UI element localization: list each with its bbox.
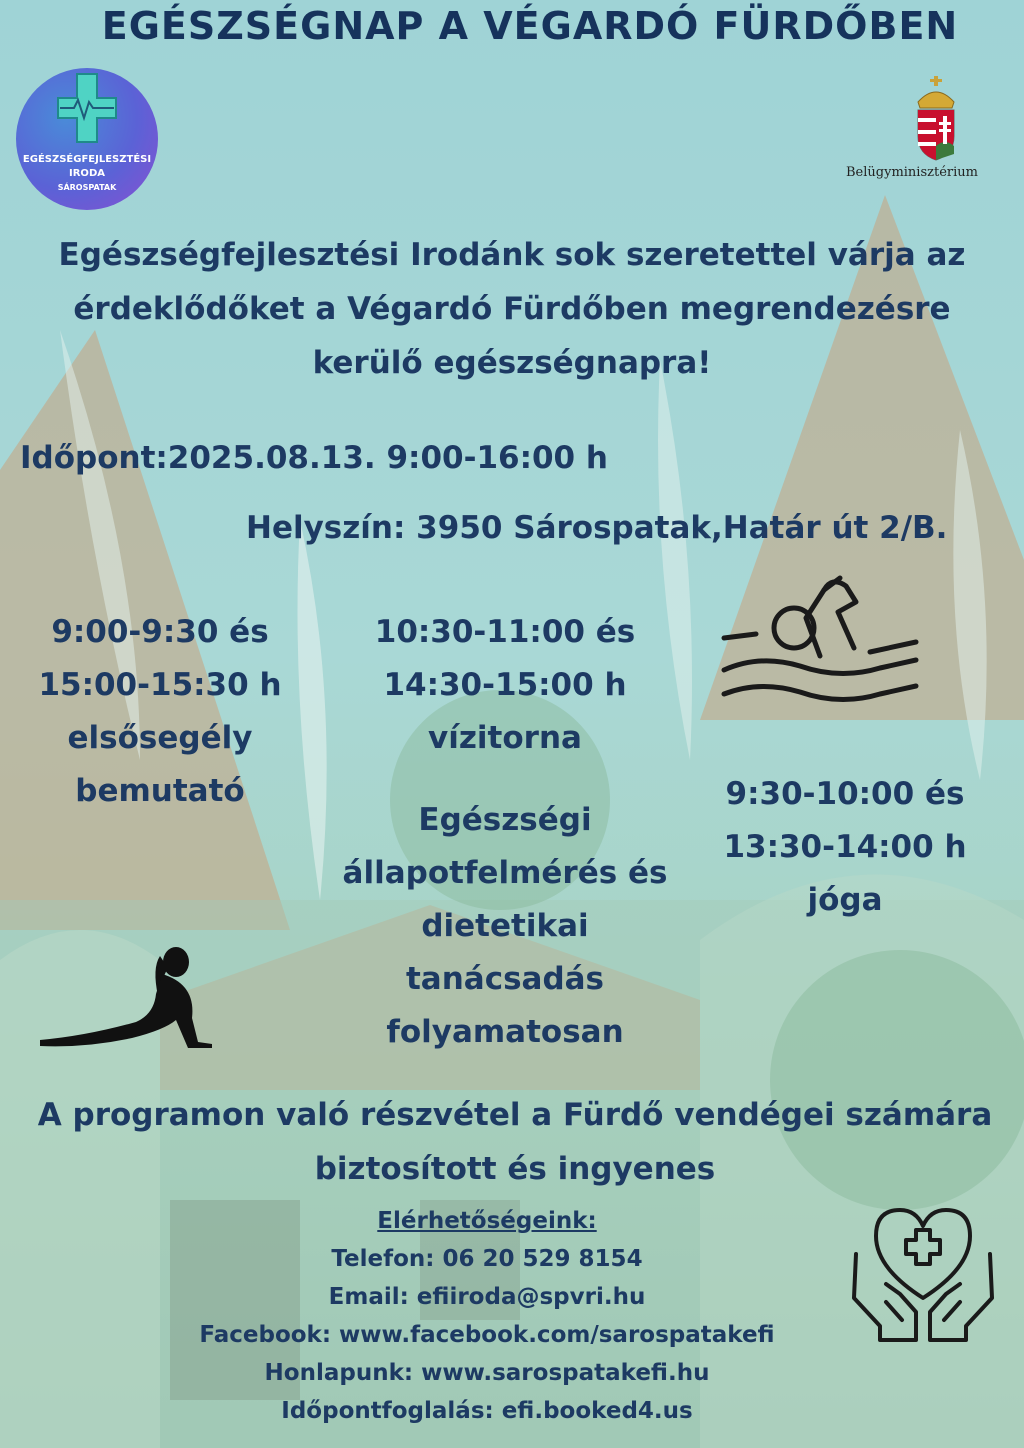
contact-facebook[interactable]: Facebook: www.facebook.com/sarospatakefi (199, 1322, 775, 1348)
program-title: folyamatosan (386, 1014, 624, 1050)
program-title: vízitorna (428, 720, 582, 756)
note-line: A programon való részvétel a Fürdő vendégei számára (37, 1097, 993, 1133)
note-line: biztosított és ingyenes (314, 1151, 716, 1187)
program-time: 10:30-11:00 és (374, 614, 636, 650)
health-office-logo (16, 68, 158, 210)
contact-booking[interactable]: Időpontfoglalás: efi.booked4.us (281, 1398, 693, 1424)
intro-line: kerülő egészségnapra! (312, 345, 712, 381)
heart-hands-icon (846, 1202, 1000, 1344)
program-first-aid (20, 606, 300, 818)
program-title: dietetikai (421, 908, 589, 944)
program-title: bemutató (75, 773, 245, 809)
yoga-pose-icon (36, 938, 220, 1054)
contacts-heading: Elérhetőségeink: (377, 1208, 597, 1234)
intro-text (12, 228, 1012, 390)
poster-title: EGÉSZSÉGNAP A VÉGARDÓ FÜRDŐBEN (101, 4, 959, 48)
program-time: 9:30-10:00 és (725, 776, 965, 812)
coat-of-arms-icon (912, 76, 960, 162)
program-aqua (355, 606, 655, 765)
intro-line: érdeklődőket a Végardó Fürdőben megrendezésre (73, 291, 951, 327)
ministry-name: Belügyminisztérium (846, 165, 978, 180)
program-yoga (700, 768, 990, 927)
contact-website[interactable]: Honlapunk: www.sarospatakefi.hu (264, 1360, 710, 1386)
contact-email[interactable]: Email: efiiroda@spvri.hu (328, 1284, 646, 1310)
program-time: 14:30-15:00 h (383, 667, 627, 703)
event-date: Időpont:2025.08.13. 9:00-16:00 h (20, 440, 608, 476)
intro-line: Egészségfejlesztési Irodánk sok szeretettel várja az (58, 237, 966, 273)
logo-text-line1: EGÉSZSÉGFEJLESZTÉSI (22, 154, 152, 165)
program-title: állapotfelmérés és (342, 855, 668, 891)
contacts-block (0, 1202, 974, 1430)
logo-text-line3: SÁROSPATAK (57, 183, 117, 192)
program-time: 15:00-15:30 h (38, 667, 282, 703)
program-title: tanácsadás (405, 961, 605, 997)
swimmer-icon (720, 570, 925, 720)
event-place: Helyszín: 3950 Sárospatak,Határ út 2/B. (246, 510, 948, 546)
program-title: Egészségi (418, 802, 592, 838)
logo-text-line2: IRODA (69, 168, 105, 179)
medical-cross-icon (56, 72, 118, 152)
program-health-assessment (320, 794, 690, 1059)
program-title: jóga (807, 882, 883, 918)
participation-note (0, 1088, 1024, 1196)
program-title: elsősegély (67, 720, 253, 756)
program-time: 13:30-14:00 h (723, 829, 967, 865)
program-time: 9:00-9:30 és (51, 614, 269, 650)
contact-phone[interactable]: Telefon: 06 20 529 8154 (331, 1246, 643, 1272)
